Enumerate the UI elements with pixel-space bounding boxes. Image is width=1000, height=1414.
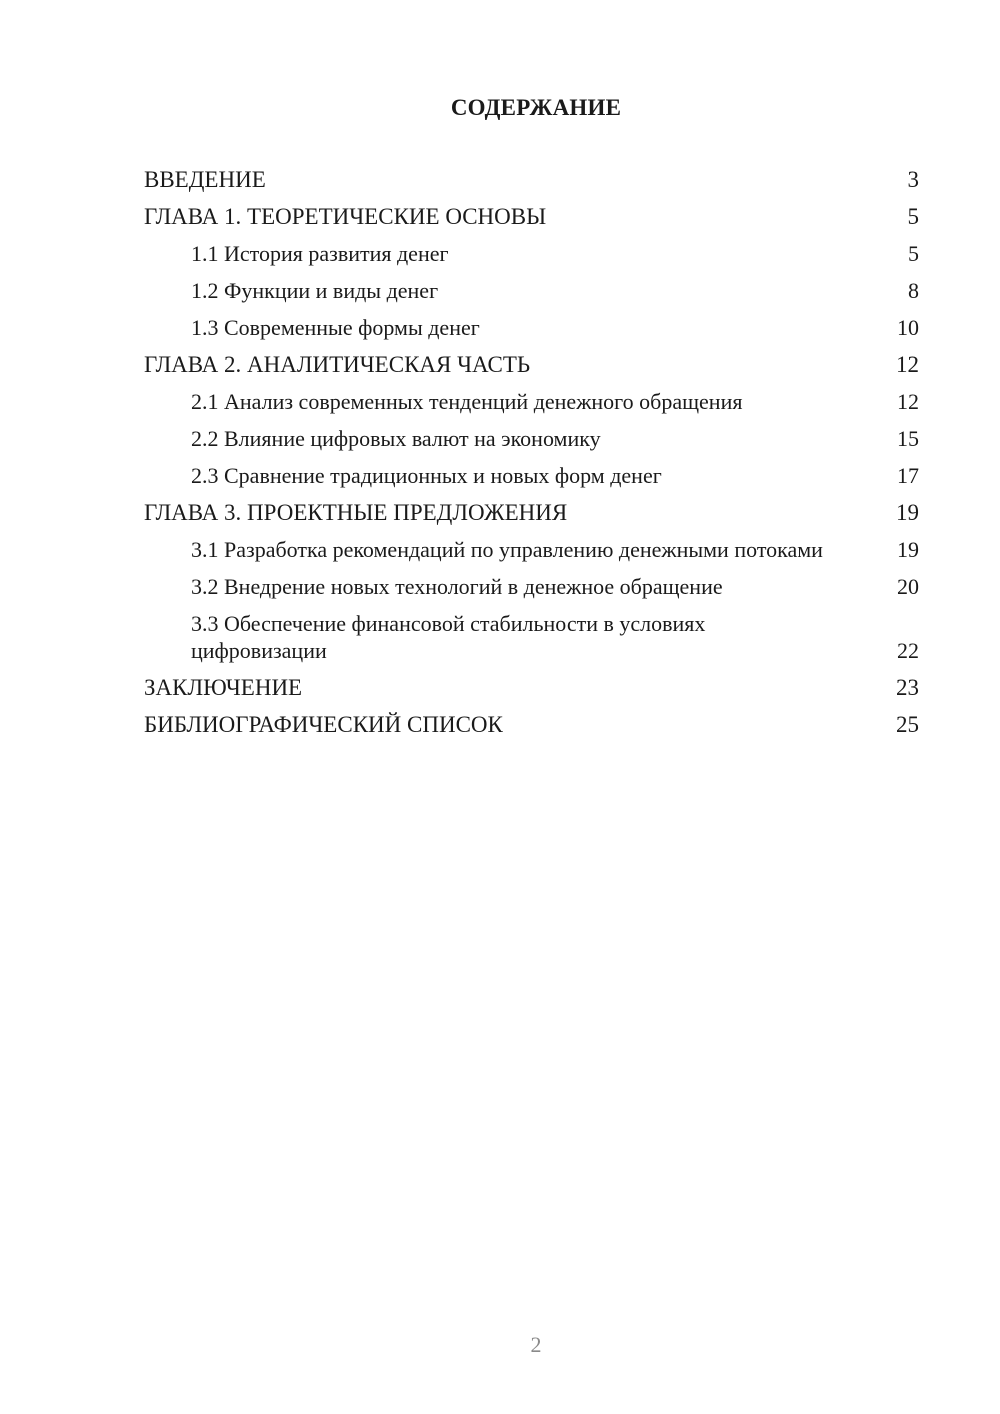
toc-entry: [144, 314, 919, 341]
toc-entry-page: 15: [897, 426, 919, 451]
toc-entry: [144, 240, 919, 267]
toc-entry: [144, 610, 919, 664]
toc-entry-label: ГЛАВА 1. ТЕОРЕТИЧЕСКИЕ ОСНОВЫ: [144, 204, 547, 229]
toc-entry-page: 3: [907, 167, 919, 192]
toc-entry-label: 2.3 Сравнение традиционных и новых форм денег: [191, 463, 662, 488]
toc-entry-label: ВВЕДЕНИЕ: [144, 167, 266, 192]
toc-entry-page: 8: [908, 278, 919, 303]
toc-entry-label: ЗАКЛЮЧЕНИЕ: [144, 675, 303, 700]
toc-entry: [144, 573, 919, 600]
toc-entry-label: 1.2 Функции и виды денег: [191, 278, 439, 303]
table-of-contents: [144, 166, 919, 748]
toc-entry-page: 22: [897, 638, 919, 663]
toc-entry-label: 3.3 Обеспечение финансовой стабильности в условиях цифровизации: [191, 611, 706, 663]
toc-entry: [144, 674, 919, 701]
toc-entry: [144, 536, 919, 563]
toc-entry-page: 5: [908, 241, 919, 266]
toc-entry-page: 12: [896, 352, 919, 377]
toc-entry: [144, 166, 919, 193]
toc-entry-label: 1.1 История развития денег: [191, 241, 449, 266]
toc-entry-page: 10: [897, 315, 919, 340]
toc-entry: [144, 351, 919, 378]
toc-entry: [144, 388, 919, 415]
toc-entry: [144, 203, 919, 230]
toc-entry: [144, 462, 919, 489]
toc-entry-label: 1.3 Современные формы денег: [191, 315, 480, 340]
toc-entry-label: ГЛАВА 3. ПРОЕКТНЫЕ ПРЕДЛОЖЕНИЯ: [144, 500, 568, 525]
toc-entry: [144, 499, 919, 526]
toc-entry: [144, 711, 919, 738]
toc-entry-label: 2.1 Анализ современных тенденций денежного обращения: [191, 389, 743, 414]
toc-entry-page: 25: [896, 712, 919, 737]
toc-entry-label: ГЛАВА 2. АНАЛИТИЧЕСКАЯ ЧАСТЬ: [144, 352, 531, 377]
toc-entry-page: 19: [896, 500, 919, 525]
toc-entry-label: БИБЛИОГРАФИЧЕСКИЙ СПИСОК: [144, 712, 503, 737]
page-title: СОДЕРЖАНИЕ: [450, 95, 622, 120]
toc-entry-page: 12: [897, 389, 919, 414]
toc-entry-page: 19: [897, 537, 919, 562]
toc-entry: [144, 425, 919, 452]
toc-entry-page: 5: [907, 204, 919, 229]
toc-entry-page: 17: [897, 463, 919, 488]
toc-entry-page: 23: [896, 675, 919, 700]
toc-entry-label: 3.2 Внедрение новых технологий в денежное обращение: [191, 574, 723, 599]
toc-entry-label: 3.1 Разработка рекомендаций по управлению денежными потоками: [191, 537, 823, 562]
toc-entry-label: 2.2 Влияние цифровых валют на экономику: [191, 426, 601, 451]
toc-entry-page: 20: [897, 574, 919, 599]
page-number: 2: [530, 1332, 542, 1357]
toc-entry: [144, 277, 919, 304]
